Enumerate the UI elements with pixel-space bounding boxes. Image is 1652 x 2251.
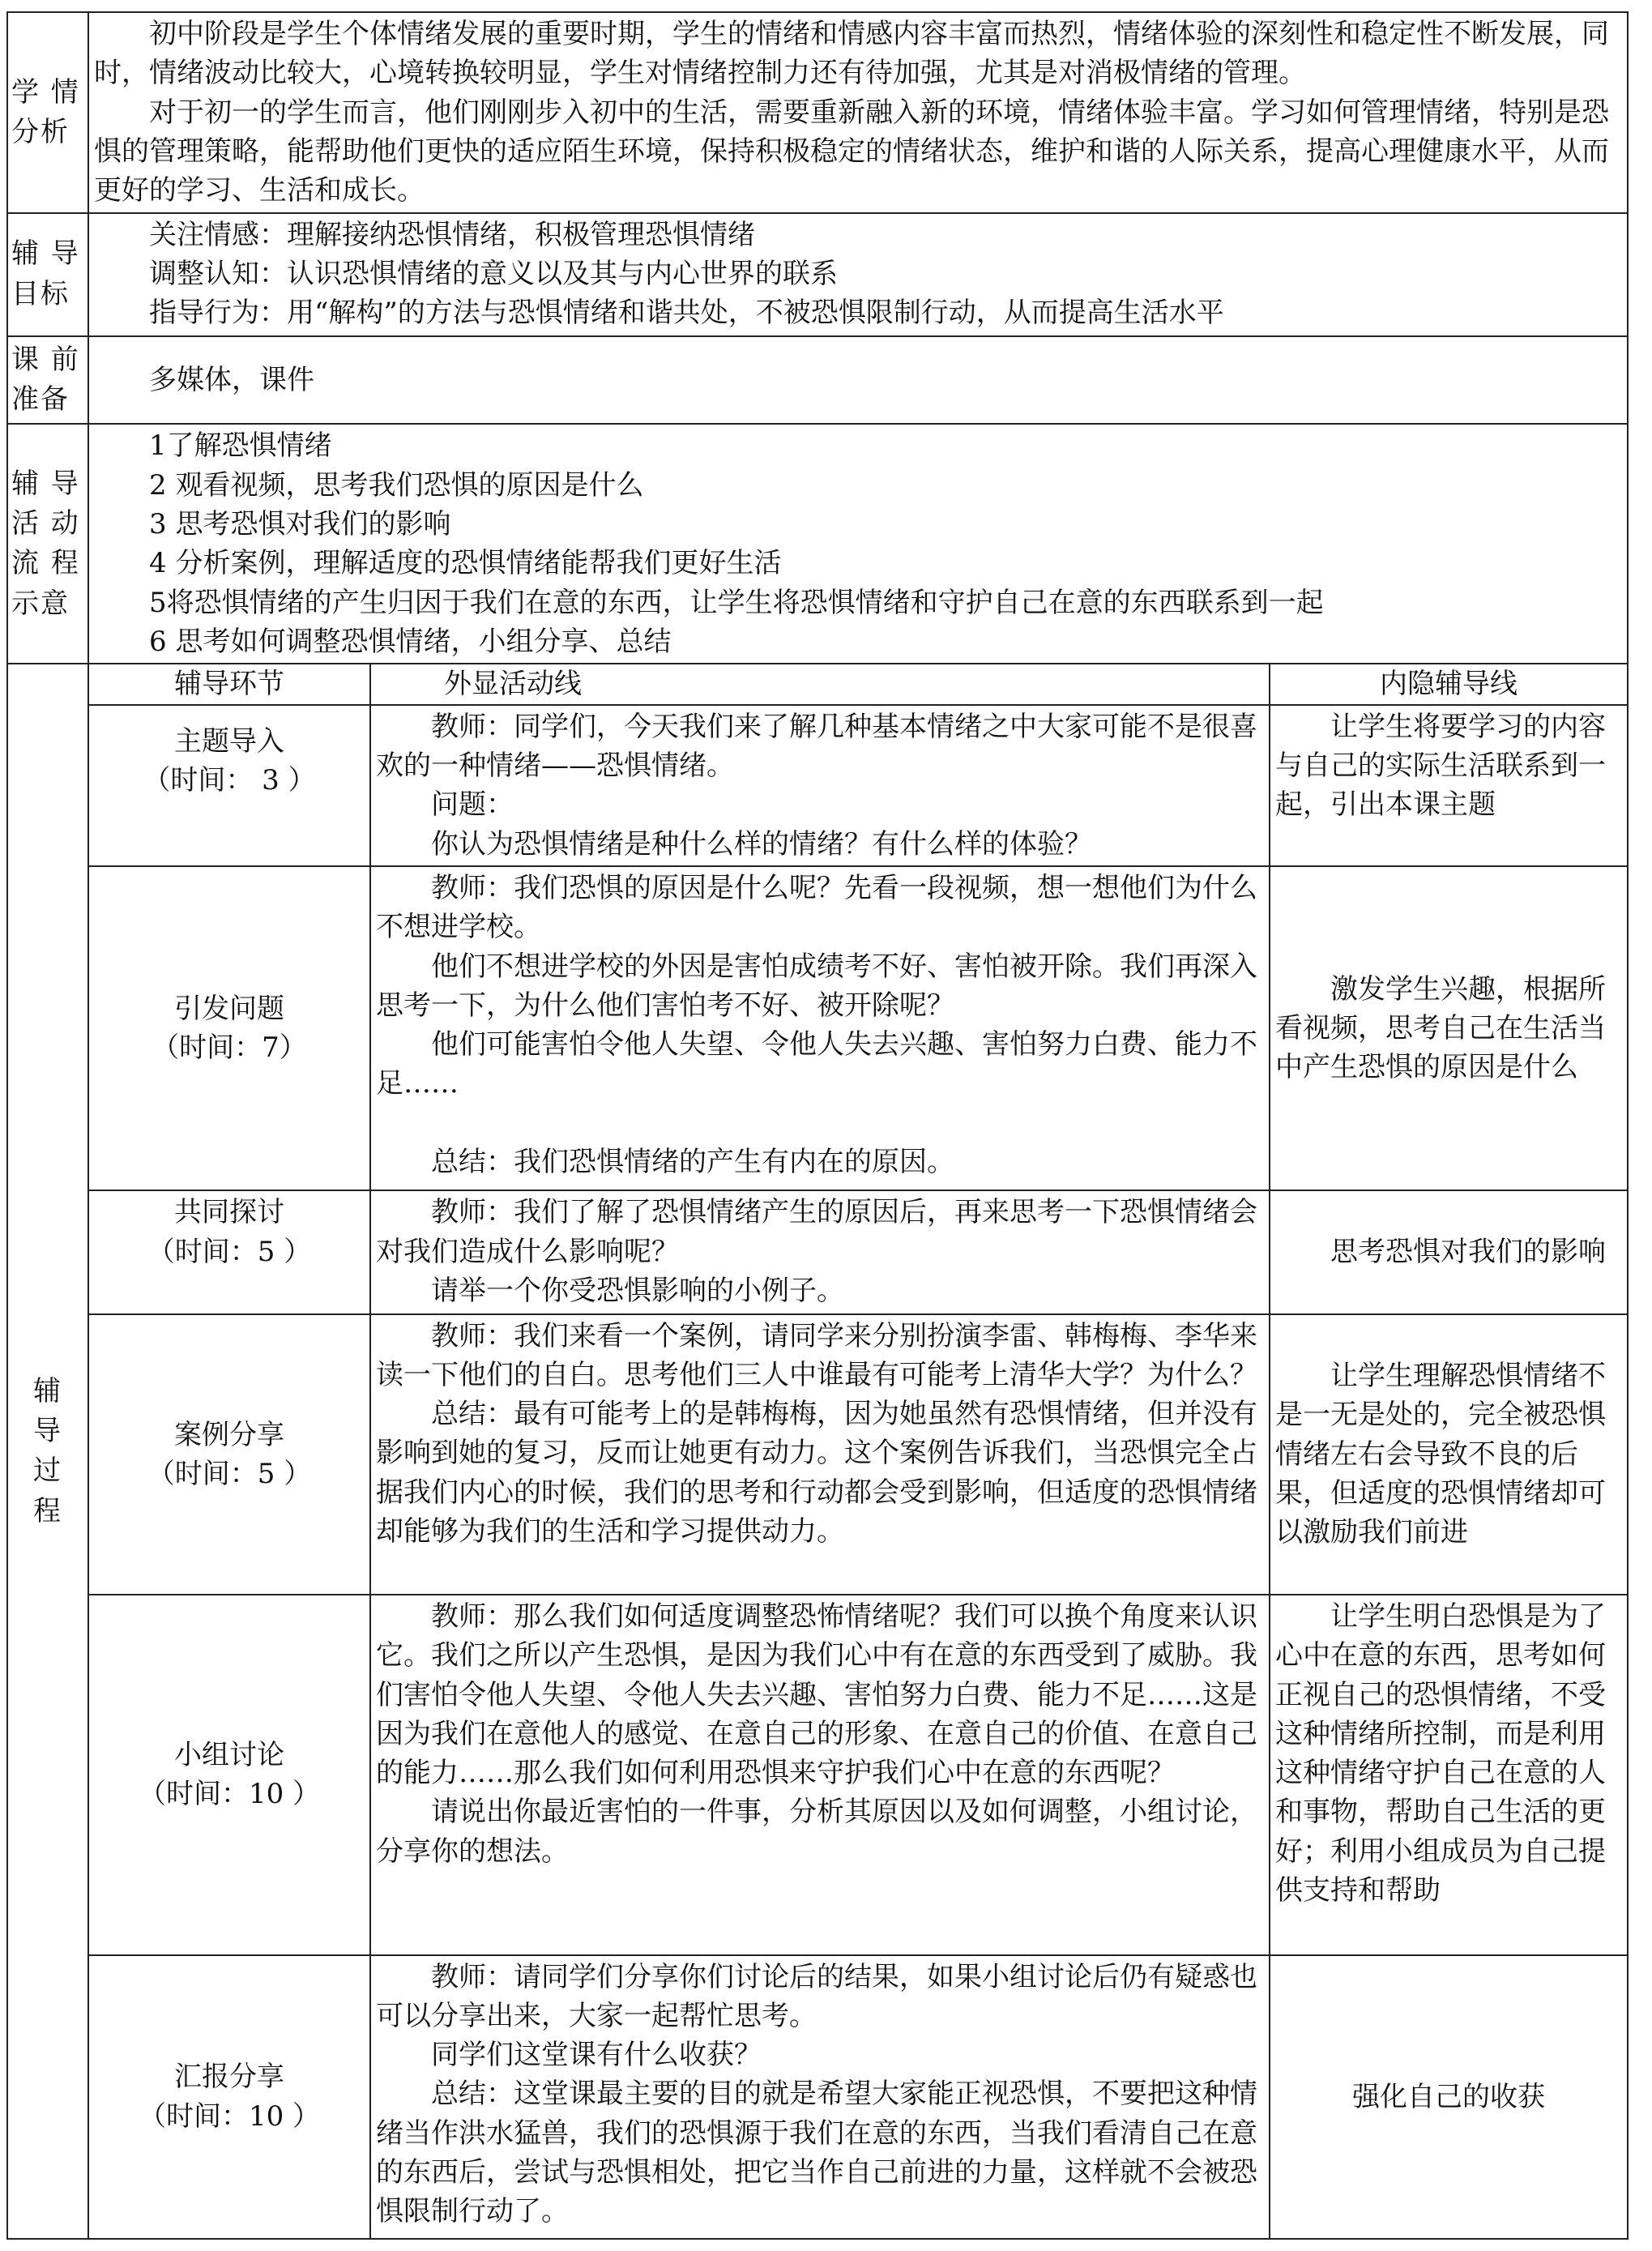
header-implicit: 内隐辅导线 xyxy=(1270,664,1628,704)
analysis-content xyxy=(88,12,1628,213)
activity-paragraph: 你认为恐惧情绪是种什么样的情绪？有什么样的体验？ xyxy=(431,827,1092,861)
flow-label: 辅 导 活 动 流 程 示意 xyxy=(7,424,88,664)
flow-item: 3 思考恐惧对我们的影响 xyxy=(149,508,451,541)
goals-label: 辅 导 目标 xyxy=(7,213,88,336)
guide-text: 让学生明白恐惧是为了心中在意的东西，思考如何正视自己的恐惧情绪，不受这种情绪所控制，而是利用这种情绪守护自己在意的人和事物，帮助自己生活的更好；利用小组成员为自己提供支持和帮助 xyxy=(1275,1600,1606,1907)
step-name: 汇报分享 xyxy=(174,2061,284,2094)
guide-cell xyxy=(1270,1955,1628,2239)
flow-item: 4 分析案例，理解适度的恐惧情绪能帮我们更好生活 xyxy=(149,547,782,580)
process-label: 辅 导 过 程 xyxy=(7,664,88,2239)
activity-cell xyxy=(370,705,1270,866)
activity-paragraph: 教师：我们来看一个案例，请同学来分别扮演李雷、韩梅梅、李华来读一下他们的自白。思考他们三人中谁最有可能考上清华大学？为什么？ xyxy=(376,1319,1257,1391)
header-step: 辅导环节 xyxy=(88,664,370,704)
guide-cell xyxy=(1270,705,1628,866)
step-name: 共同探讨 xyxy=(174,1196,284,1229)
process-header-row xyxy=(7,664,1628,704)
flow-item: 5将恐惧情绪的产生归因于我们在意的东西，让学生将恐惧情绪和守护自己在意的东西联系到一起 xyxy=(149,586,1324,619)
step-cell xyxy=(88,1955,370,2239)
step-cell xyxy=(88,1595,370,1955)
prep-row xyxy=(7,336,1628,425)
guide-cell xyxy=(1270,1595,1628,1955)
activity-paragraph: 问题： xyxy=(431,788,514,822)
flow-row xyxy=(7,424,1628,664)
step-cell xyxy=(88,1314,370,1595)
flow-item: 6 思考如何调整恐惧情绪，小组分享、总结 xyxy=(149,625,672,658)
activity-cell xyxy=(370,1190,1270,1313)
step-time: （时间：10 ） xyxy=(138,2099,321,2133)
activity-paragraph: 教师：我们恐惧的原因是什么呢？先看一段视频，想一想他们为什么不想进学校。 xyxy=(376,872,1257,944)
activity-paragraph: 总结：我们恐惧情绪的产生有内在的原因。 xyxy=(431,1145,954,1178)
step-cell xyxy=(88,866,370,1190)
activity-paragraph: 教师：同学们，今天我们来了解几种基本情绪之中大家可能不是很喜欢的一种情绪——恐惧情绪。 xyxy=(376,710,1257,782)
analysis-paragraph: 对于初一的学生而言，他们刚刚步入初中的生活，需要重新融入新的环境，情绪体验丰富。学习如何管理情绪，特别是恐惧的管理策略，能帮助他们更快的适应陌生环境，保持积极稳定的情绪状态，维护和谐的人际关系，提高心理健康水平，从而更好的学习、生活和成长。 xyxy=(94,96,1609,207)
guide-cell xyxy=(1270,1314,1628,1595)
goal-line: 指导行为：用“解构”的方法与恐惧情绪和谐共处，不被恐惧限制行动，从而提高生活水平 xyxy=(149,297,1224,330)
activity-paragraph: 总结：最有可能考上的是韩梅梅，因为她虽然有恐惧情绪，但并没有影响到她的复习，反而让她更有动力。这个案例告诉我们，当恐惧完全占据我们内心的时候，我们的思考和行动都会受到影响，但适度的恐惧情绪却能够为我们的生活和学习提供动力。 xyxy=(376,1398,1257,1548)
flow-content xyxy=(88,424,1628,664)
activity-paragraph: 他们可能害怕令他人失望、令他人失去兴趣、害怕努力白费、能力不足…… xyxy=(376,1028,1257,1100)
guide-text: 让学生将要学习的内容与自己的实际生活联系到一起，引出本课主题 xyxy=(1275,710,1606,822)
process-row xyxy=(7,866,1628,1190)
goal-line: 关注情感：理解接纳恐惧情绪，积极管理恐惧情绪 xyxy=(149,218,755,251)
guide-cell xyxy=(1270,866,1628,1190)
step-name: 引发问题 xyxy=(174,992,284,1025)
flow-item: 2 观看视频，思考我们恐惧的原因是什么 xyxy=(149,468,644,502)
prep-text: 多媒体，课件 xyxy=(149,364,314,396)
guide-text: 激发学生兴趣，根据所看视频，思考自己在生活当中产生恐惧的原因是什么 xyxy=(1275,972,1606,1084)
goals-content xyxy=(88,213,1628,336)
activity-paragraph: 教师：那么我们如何适度调整恐怖情绪呢？我们可以换个角度来认识它。我们之所以产生恐惧，是因为我们心中有在意的东西受到了威胁。我们害怕令他人失望、令他人失去兴趣、害怕努力白费、能力不足……这是因为我们在意他人的感觉、在意自己的形象、在意自己的价值、在意自己的能力……那么我们如何利用恐惧来守护我们心中在意的东西呢？ xyxy=(376,1600,1257,1790)
activity-cell xyxy=(370,866,1270,1190)
activity-paragraph: 教师：请同学们分享你们讨论后的结果，如果小组讨论后仍有疑惑也可以分享出来，大家一起帮忙思考。 xyxy=(376,1960,1257,2032)
activity-cell xyxy=(370,1595,1270,1955)
activity-cell xyxy=(370,1314,1270,1595)
step-time: （时间： 3 ） xyxy=(143,763,316,797)
step-time: （时间：7） xyxy=(152,1032,307,1065)
goal-line: 调整认知：认识恐惧情绪的意义以及其与内心世界的联系 xyxy=(149,257,838,290)
step-time: （时间：5 ） xyxy=(147,1457,312,1490)
step-cell xyxy=(88,705,370,866)
activity-paragraph: 总结：这堂课最主要的目的就是希望大家能正视恐惧，不要把这种情绪当作洪水猛兽，我们的恐惧源于我们在意的东西，当我们看清自己在意的东西后，尝试与恐惧相处，把它当作自己前进的力量，这样就不会被恐惧限制行动了。 xyxy=(376,2078,1257,2228)
activity-paragraph: 请举一个你受恐惧影响的小例子。 xyxy=(431,1274,844,1307)
guide-cell xyxy=(1270,1190,1628,1313)
prep-label: 课 前 准备 xyxy=(7,336,88,425)
lesson-plan-document xyxy=(6,11,1627,2240)
lesson-plan-table xyxy=(6,11,1629,2240)
process-row xyxy=(7,1190,1628,1313)
step-name: 小组讨论 xyxy=(174,1739,284,1771)
activity-paragraph: 同学们这堂课有什么收获？ xyxy=(431,2039,762,2072)
analysis-paragraph: 初中阶段是学生个体情绪发展的重要时期，学生的情绪和情感内容丰富而热烈，情绪体验的深刻性和稳定性不断发展，同时，情绪波动比较大，心境转换较明显，学生对情绪控制力还有待加强，尤其是对消极情绪的管理。 xyxy=(94,18,1609,90)
guide-text: 让学生理解恐惧情绪不是一无是处的，完全被恐惧情绪左右会导致不良的后果，但适度的恐惧情绪却可以激励我们前进 xyxy=(1275,1360,1606,1549)
analysis-label: 学 情 分析 xyxy=(7,12,88,213)
activity-paragraph: 请说出你最近害怕的一件事，分析其原因以及如何调整，小组讨论，分享你的想法。 xyxy=(376,1796,1257,1868)
step-cell xyxy=(88,1190,370,1313)
analysis-row xyxy=(7,12,1628,213)
activity-paragraph: 教师：我们了解了恐惧情绪产生的原因后，再来思考一下恐惧情绪会对我们造成什么影响呢？ xyxy=(376,1196,1257,1268)
flow-item: 1了解恐惧情绪 xyxy=(149,429,332,463)
step-time: （时间：5 ） xyxy=(147,1235,312,1268)
process-row xyxy=(7,1314,1628,1595)
process-row xyxy=(7,1595,1628,1955)
activity-paragraph: 他们不想进学校的外因是害怕成绩考不好、害怕被开除。我们再深入思考一下，为什么他们害怕考不好、被开除呢？ xyxy=(376,950,1257,1022)
guide-text: 思考恐惧对我们的影响 xyxy=(1330,1236,1606,1269)
process-row xyxy=(7,1955,1628,2239)
header-explicit: 外显活动线 xyxy=(370,664,1270,704)
step-time: （时间：10 ） xyxy=(138,1778,321,1811)
step-name: 主题导入 xyxy=(174,724,284,758)
activity-cell xyxy=(370,1955,1270,2239)
prep-content xyxy=(88,336,1628,425)
step-name: 案例分享 xyxy=(174,1418,284,1451)
guide-text: 强化自己的收获 xyxy=(1352,2080,1545,2113)
process-row xyxy=(7,705,1628,866)
goals-row xyxy=(7,213,1628,336)
